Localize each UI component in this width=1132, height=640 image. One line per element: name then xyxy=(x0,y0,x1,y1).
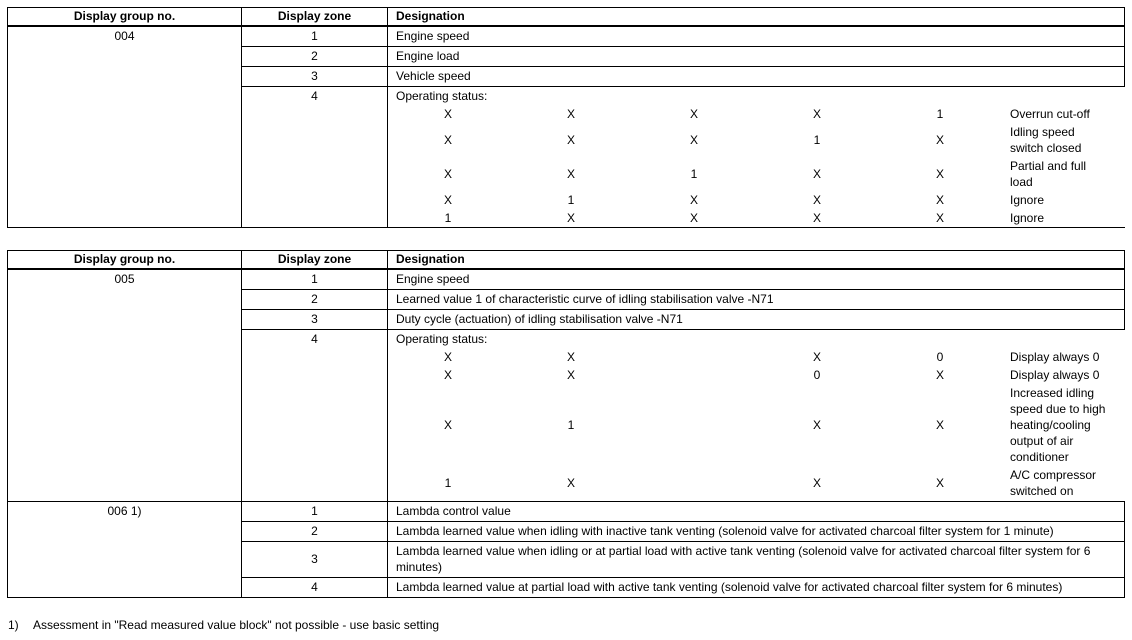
designation-cell: Vehicle speed xyxy=(396,69,471,83)
designation-cell: Lambda control value xyxy=(396,504,511,518)
status-label: Ignore xyxy=(1010,193,1045,207)
group-number: 004 xyxy=(114,29,135,43)
designation-cell: Learned value 1 of characteristic curve of idling stabilisation valve -N71 xyxy=(396,292,774,306)
designation-cell: Operating status: xyxy=(396,332,488,346)
header-display-zone: Display zone xyxy=(277,9,352,23)
zone-cell: 2 xyxy=(311,524,318,538)
status-bit: 1 xyxy=(444,211,452,225)
zone-cell: 1 xyxy=(311,272,318,286)
header-designation: Designation xyxy=(396,9,465,23)
status-bit: X xyxy=(566,107,575,121)
zone-cell: 4 xyxy=(311,89,318,103)
status-bit: X xyxy=(443,418,452,432)
zone-cell: 4 xyxy=(311,580,318,594)
status-bit: X xyxy=(566,476,575,490)
zone-cell: 3 xyxy=(311,552,318,566)
status-bit: X xyxy=(689,133,698,147)
status-bit: 1 xyxy=(813,133,821,147)
status-label: Ignore xyxy=(1010,211,1045,225)
status-bit: X xyxy=(689,193,698,207)
status-bit: X xyxy=(935,167,944,181)
status-bit: 1 xyxy=(444,476,452,490)
status-bit: X xyxy=(935,476,944,490)
designation-cell: Lambda learned value when idling or at partial load with active tank venting (solenoid valve for activated charcoal filter system for 6 minutes) xyxy=(396,544,1091,574)
zone-cell: 2 xyxy=(311,49,318,63)
status-bit: X xyxy=(812,418,821,432)
status-bit: X xyxy=(443,368,452,382)
status-bit: X xyxy=(935,418,944,432)
status-bit: X xyxy=(566,368,575,382)
footnote-text: Assessment in "Read measured value block" not possible - use basic setting xyxy=(33,618,440,632)
status-label: Idling speed switch closed xyxy=(1010,125,1082,155)
status-bit: 1 xyxy=(567,193,575,207)
status-bit: X xyxy=(935,193,944,207)
status-bit: X xyxy=(566,350,575,364)
status-bit: X xyxy=(812,350,821,364)
zone-cell: 4 xyxy=(311,332,318,346)
status-bit: 0 xyxy=(936,350,944,364)
zone-cell: 3 xyxy=(311,312,318,326)
status-bit: X xyxy=(443,193,452,207)
designation-cell: Duty cycle (actuation) of idling stabilisation valve -N71 xyxy=(396,312,683,326)
status-label: Display always 0 xyxy=(1010,368,1100,382)
status-bit: 1 xyxy=(936,107,944,121)
status-bit: X xyxy=(812,167,821,181)
status-label: Overrun cut-off xyxy=(1010,107,1090,121)
status-bit: X xyxy=(935,368,944,382)
status-bit: X xyxy=(566,167,575,181)
designation-cell: Operating status: xyxy=(396,89,488,103)
status-label: Partial and full load xyxy=(1010,159,1087,189)
designation-cell: Engine load xyxy=(396,49,460,63)
status-bit: X xyxy=(566,133,575,147)
designation-cell: Engine speed xyxy=(396,29,470,43)
designation-cell: Lambda learned value when idling with inactive tank venting (solenoid valve for activated charcoal filter system for 1 minute) xyxy=(396,524,1054,538)
designation-cell: Engine speed xyxy=(396,272,470,286)
status-bit: 1 xyxy=(690,167,698,181)
group-number: 006 1) xyxy=(107,504,142,518)
header-display-group: Display group no. xyxy=(73,9,176,23)
status-label: Display always 0 xyxy=(1010,350,1100,364)
status-bit: X xyxy=(935,133,944,147)
header-designation: Designation xyxy=(396,252,465,266)
zone-cell: 3 xyxy=(311,69,318,83)
status-bit: X xyxy=(689,107,698,121)
designation-cell: Lambda learned value at partial load with active tank venting (solenoid valve for activated charcoal filter system for 6 minutes) xyxy=(396,580,1063,594)
header-display-group: Display group no. xyxy=(73,252,176,266)
status-bit: X xyxy=(443,350,452,364)
status-bit: X xyxy=(443,167,452,181)
group-number: 005 xyxy=(114,272,135,286)
status-bit: X xyxy=(812,107,821,121)
zone-cell: 1 xyxy=(311,29,318,43)
status-label: A/C compressor switched on xyxy=(1010,468,1097,498)
status-bit: X xyxy=(689,211,698,225)
status-bit: 1 xyxy=(567,418,575,432)
status-bit: 0 xyxy=(813,368,821,382)
status-bit: X xyxy=(812,211,821,225)
zone-cell: 2 xyxy=(311,292,318,306)
status-bit: X xyxy=(566,211,575,225)
status-bit: X xyxy=(935,211,944,225)
status-bit: X xyxy=(812,476,821,490)
header-display-zone: Display zone xyxy=(277,252,352,266)
footnote-marker: 1) xyxy=(8,618,19,632)
status-bit: X xyxy=(812,193,821,207)
zone-cell: 1 xyxy=(311,504,318,518)
status-bit: X xyxy=(443,133,452,147)
status-bit: X xyxy=(443,107,452,121)
status-label: Increased idling speed due to high heating/cooling output of air conditioner xyxy=(1010,386,1106,464)
